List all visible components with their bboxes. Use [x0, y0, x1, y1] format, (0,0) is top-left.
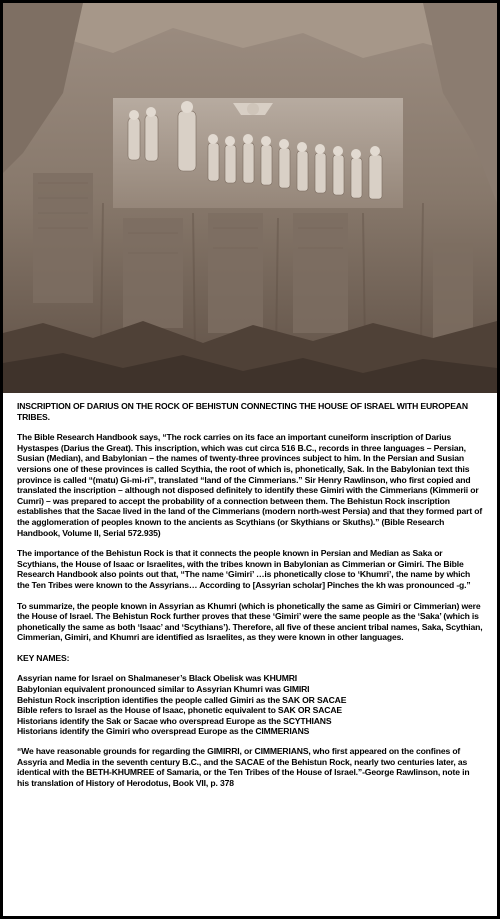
paragraph-importance: The importance of the Behistun Rock is that it connects the people known in Persian and Median as Saka or Scythians, the House of Isaac or Israelites, with the tribes known in Babylonian as Cimmerian or Gimiri. The Bible Research Handbook also points out that, “The name ‘Gimiri’ …is phonetically close to ‘Khumri’, the name by which the Ten Tribes were known to the Assyrians… According to [Assyrian scholar] Pinches the kh was pronounced -g.” [17, 548, 471, 590]
key-name-item: Babylonian equivalent pronounced similar to Assyrian Khumri was GIMIRI [17, 684, 310, 695]
key-name-item: Bible refers to Israel as the House of Isaac, phonetic equivalent to SAK OR SACAE [17, 705, 342, 716]
rock-relief-illustration [3, 3, 497, 393]
closing-quote: “We have reasonable grounds for regarding the GIMIRRI, or CIMMERIANS, who first appeared on the confines of Assyria and Media in the seventh century B.C., and the SACAE of the Behistun Rock, nearly two centuries later, as identical with the BETH-KHUMREE of Samaria, or the Ten Tribes of the House of Israel.”-George Rawlinson, note in his translation of History of Herodotus, Book VII, p. 378 [17, 746, 470, 788]
paragraph-bible-research-handbook: The Bible Research Handbook says, “The rock carries on its face an important cuneiform inscription of Darius Hystaspes (Darius the Great). This inscription, which was cut circa 516 B.C., records in three languages – Persian, Susian (Median), and Babylonian – the names of twenty-three provinces subject to him. In the Persian and Susian versions one of these provinces is called Scythia, the root of which is, phonetically, Sak. In the Babylonian text this province is called “(matu) Gi-mi-ri”, translated “land of the Cimmerians.” Sir Henry Rawlinson, who first copied and translated the inscription – although not disposed definitely to identify these Gimiri with the Cimmerians (Kimmerii or Cumri) – was prepared to accept the probability of a connection between them. The Behistun Rock inscription establishes that the Sacae lived in the land of the Cimmerians (modern north-west Persia) and that they formed part of the agglomeration of peoples known to the ancients as Scythians (or Skythians or Skuths).” (Bible Research Handbook, Volume II, Serial 572.935) [17, 432, 483, 538]
document-text-panel [3, 393, 497, 916]
paragraph-summary: To summarize, the people known in Assyrian as Khumri (which is phonetically the same as Gimiri or Cimmerian) were the House of Israel. The Behistun Rock further proves that these ‘Gimiri’ were the same people as the ‘Saka’ (which is phonetically the same as both ‘Isaac’ and ‘Scythians’). Therefore, all five of these ancient tribal names, Saka, Scythian, Cimmerian, Gimiri, and Khumri are identified as Israelites, as they were known in other languages. [17, 600, 483, 643]
key-name-item: Assyrian name for Israel on Shalmaneser’s Black Obelisk was KHUMRI [17, 673, 298, 684]
key-name-item: Behistun Rock inscription identifies the people called Gimiri as the SAK OR SACAE [17, 694, 347, 705]
document-title: INSCRIPTION OF DARIUS ON THE ROCK OF BEHISTUN CONNECTING THE HOUSE OF ISRAEL WITH EUROPEAN TRIBES. [17, 401, 468, 422]
key-name-item: Historians identify the Gimiri who overspread Europe as the CIMMERIANS [17, 726, 310, 737]
key-names-heading: KEY NAMES: [17, 652, 70, 663]
behistun-rock-photo [3, 3, 497, 393]
key-name-item: Historians identify the Sak or Sacae who overspread Europe as the SCYTHIANS [17, 715, 332, 726]
key-names-list [17, 673, 483, 737]
